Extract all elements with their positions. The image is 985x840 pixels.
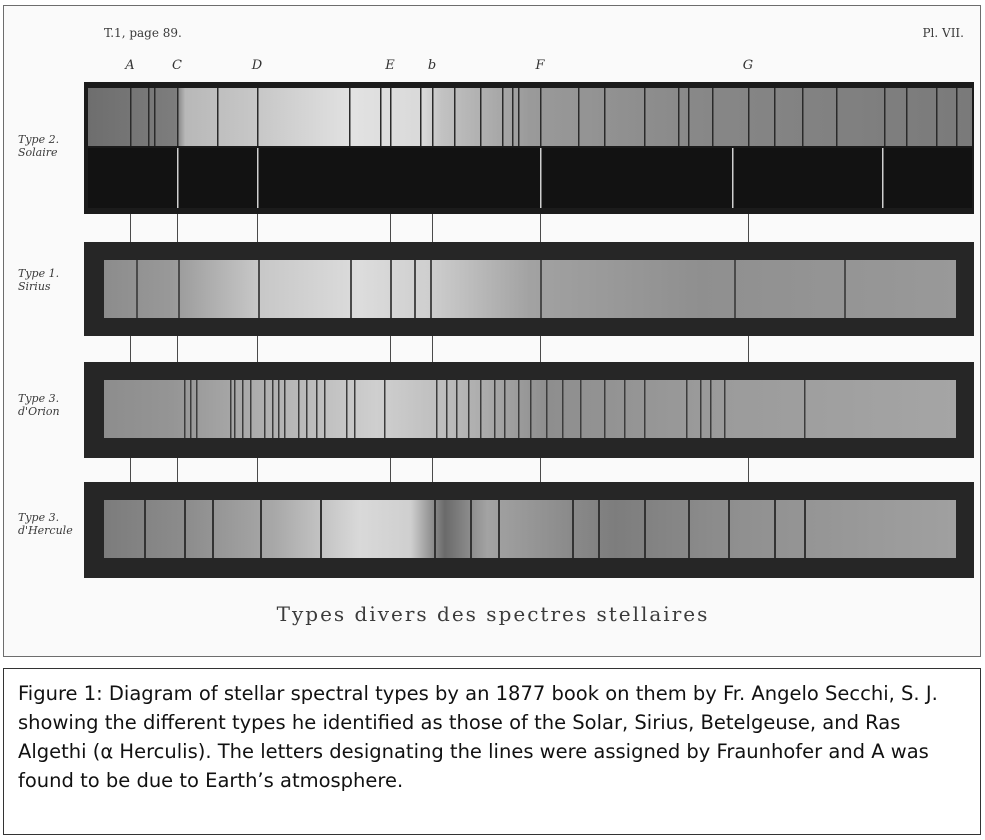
spectral-line bbox=[644, 500, 646, 558]
line-letter-F: F bbox=[535, 58, 545, 73]
spectral-line bbox=[250, 380, 252, 438]
spectral-line bbox=[804, 500, 806, 558]
spectral-line bbox=[446, 380, 448, 438]
spectral-line bbox=[432, 88, 434, 146]
spectral-line bbox=[414, 260, 416, 318]
spectral-line bbox=[688, 500, 690, 558]
orion-spectrum-drawing bbox=[84, 362, 974, 458]
spectral-line bbox=[494, 380, 496, 438]
spectral-line bbox=[712, 88, 714, 146]
spectral-line bbox=[734, 260, 736, 318]
spectral-line bbox=[802, 88, 804, 146]
spectral-line bbox=[728, 500, 730, 558]
spectral-line bbox=[217, 88, 219, 146]
spectral-line bbox=[350, 260, 352, 318]
spectral-line bbox=[130, 88, 132, 146]
spectral-line bbox=[572, 500, 574, 558]
spectral-line bbox=[420, 88, 422, 146]
guide-line bbox=[748, 458, 749, 482]
spectral-line bbox=[260, 500, 262, 558]
spectral-line bbox=[430, 260, 432, 318]
spectral-line bbox=[504, 380, 506, 438]
spectral-line bbox=[580, 380, 582, 438]
spectral-line bbox=[686, 380, 688, 438]
line-letter-E: E bbox=[385, 58, 395, 73]
spectral-line bbox=[320, 500, 322, 558]
spectral-line bbox=[774, 500, 776, 558]
spectral-line bbox=[190, 380, 192, 438]
spectral-line bbox=[380, 88, 382, 146]
spectral-line bbox=[884, 88, 886, 146]
guide-line bbox=[432, 214, 433, 242]
spectral-line bbox=[700, 380, 702, 438]
spectral-line bbox=[456, 380, 458, 438]
spectral-line bbox=[518, 380, 520, 438]
spectral-line bbox=[512, 88, 514, 146]
guide-line bbox=[257, 214, 258, 242]
spectral-line bbox=[184, 500, 186, 558]
type-label-line: d'Hercule bbox=[18, 524, 73, 537]
spectral-line bbox=[644, 88, 646, 146]
guide-line bbox=[177, 336, 178, 362]
guide-line bbox=[390, 336, 391, 362]
spectral-line bbox=[434, 500, 436, 558]
spectral-line bbox=[178, 260, 180, 318]
line-letter-G: G bbox=[742, 58, 754, 73]
spectral-line bbox=[710, 380, 712, 438]
type-label-line: Type 3. bbox=[18, 392, 60, 405]
hercule-spectrum-drawing bbox=[84, 482, 974, 578]
spectrum-sirius bbox=[84, 242, 974, 336]
plate-number: Pl. VII. bbox=[922, 26, 964, 40]
spectral-line bbox=[502, 88, 504, 146]
line-letter-D: D bbox=[251, 58, 263, 73]
spectral-line bbox=[354, 380, 356, 438]
spectrum-solaire bbox=[84, 82, 974, 214]
spectral-line bbox=[540, 148, 542, 208]
spectral-line bbox=[578, 88, 580, 146]
solar-spectrum-drawing bbox=[84, 82, 974, 214]
spectral-line bbox=[804, 380, 806, 438]
spectral-line bbox=[177, 88, 179, 146]
spectral-line bbox=[284, 380, 286, 438]
spectral-line bbox=[144, 500, 146, 558]
type-label-line: Type 3. bbox=[18, 511, 60, 524]
spectral-line bbox=[546, 380, 548, 438]
spectral-line bbox=[956, 88, 958, 146]
guide-line bbox=[390, 458, 391, 482]
guide-line bbox=[748, 214, 749, 242]
spectral-line bbox=[604, 380, 606, 438]
spectral-line bbox=[136, 260, 138, 318]
spectral-line bbox=[436, 380, 438, 438]
spectral-line bbox=[258, 260, 260, 318]
guide-line bbox=[390, 214, 391, 242]
guide-line bbox=[540, 214, 541, 242]
spectral-line bbox=[257, 148, 259, 208]
line-letter-b: b bbox=[427, 58, 437, 73]
spectral-line bbox=[518, 88, 520, 146]
spectral-line bbox=[774, 88, 776, 146]
spectral-line bbox=[177, 148, 179, 208]
guide-line bbox=[540, 458, 541, 482]
spectral-line bbox=[732, 148, 734, 208]
spectral-line bbox=[688, 88, 690, 146]
type-label-line: Type 2. bbox=[18, 133, 60, 146]
type-label-line: d'Orion bbox=[18, 405, 60, 418]
plate-page-reference: T.1, page 89. bbox=[104, 26, 182, 40]
spectral-line bbox=[624, 380, 626, 438]
spectral-line bbox=[196, 380, 198, 438]
guide-line bbox=[177, 458, 178, 482]
spectral-line bbox=[390, 88, 392, 146]
guide-line bbox=[257, 336, 258, 362]
spectrum-hercule bbox=[84, 482, 974, 578]
spectral-line bbox=[724, 380, 726, 438]
spectral-line bbox=[470, 500, 472, 558]
guide-line bbox=[432, 458, 433, 482]
spectral-line bbox=[748, 88, 750, 146]
plate-title: Types divers des spectres stellaires bbox=[276, 602, 710, 626]
guide-line bbox=[540, 336, 541, 362]
spectral-line bbox=[454, 88, 456, 146]
spectral-line bbox=[480, 380, 482, 438]
spectral-line bbox=[264, 380, 266, 438]
line-letter-A: A bbox=[125, 58, 135, 73]
guide-line bbox=[432, 336, 433, 362]
spectral-line bbox=[530, 380, 532, 438]
type-label-line: Sirius bbox=[18, 280, 51, 293]
guide-line bbox=[130, 214, 131, 242]
spectral-line bbox=[306, 380, 308, 438]
figure-caption: Figure 1: Diagram of stellar spectral types by an 1877 book on them by Fr. Angelo Secchi, S. J. showing the different types he identified as those of the Solar, Sirius, Betelgeuse, and Ras Algethi (α Herculis). The letters designating the lines were assigned by Fraunhofer and A was found to be due to Earth’s atmosphere. bbox=[3, 668, 981, 835]
spectra-plate bbox=[3, 5, 981, 657]
guide-line bbox=[257, 458, 258, 482]
spectral-line bbox=[480, 88, 482, 146]
spectral-line bbox=[316, 380, 318, 438]
spectral-line bbox=[272, 380, 274, 438]
spectral-line bbox=[242, 380, 244, 438]
spectral-line bbox=[384, 380, 386, 438]
spectral-line bbox=[212, 500, 214, 558]
guide-line bbox=[177, 214, 178, 242]
spectral-line bbox=[468, 380, 470, 438]
spectral-line bbox=[230, 380, 232, 438]
spectral-line bbox=[540, 260, 542, 318]
spectral-line bbox=[390, 260, 392, 318]
spectral-line bbox=[184, 380, 186, 438]
type-label-line: Solaire bbox=[18, 146, 58, 159]
spectral-line bbox=[598, 500, 600, 558]
spectral-line bbox=[278, 380, 280, 438]
spectral-line bbox=[604, 88, 606, 146]
spectral-line bbox=[257, 88, 259, 146]
spectral-line bbox=[148, 88, 150, 146]
spectral-line bbox=[349, 88, 351, 146]
guide-line bbox=[130, 336, 131, 362]
guide-line bbox=[130, 458, 131, 482]
spectral-line bbox=[936, 88, 938, 146]
spectral-line bbox=[346, 380, 348, 438]
spectral-line bbox=[882, 148, 884, 208]
spectral-line bbox=[154, 88, 156, 146]
spectrum-orion bbox=[84, 362, 974, 458]
spectral-line bbox=[324, 380, 326, 438]
type-label-line: Type 1. bbox=[18, 267, 60, 280]
spectral-line bbox=[644, 380, 646, 438]
line-letter-C: C bbox=[172, 58, 182, 73]
spectral-line bbox=[562, 380, 564, 438]
spectral-line bbox=[906, 88, 908, 146]
spectral-line bbox=[540, 88, 542, 146]
spectral-line bbox=[836, 88, 838, 146]
spectral-line bbox=[498, 500, 500, 558]
spectral-line bbox=[234, 380, 236, 438]
sirius-spectrum-drawing bbox=[84, 242, 974, 336]
spectral-line bbox=[678, 88, 680, 146]
guide-line bbox=[748, 336, 749, 362]
spectral-line bbox=[844, 260, 846, 318]
spectral-line bbox=[298, 380, 300, 438]
